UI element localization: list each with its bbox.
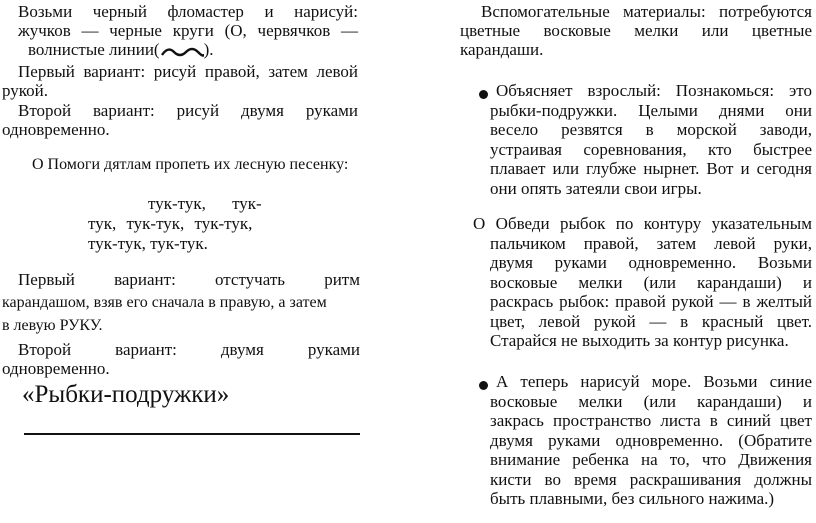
paragraph-both-hands	[2, 340, 360, 378]
line: рукой.	[2, 81, 49, 100]
section-title: «Рыбки-подружки»	[22, 381, 230, 408]
line: они опять затеяли свои игры.	[490, 178, 702, 198]
line: Первый вариант: отстучать ритм	[18, 270, 360, 289]
line: восковые мелки (или карандаши) и	[490, 391, 812, 411]
line-text: ).	[203, 40, 214, 59]
line: Возьми черный фломастер и нарисуй:	[18, 2, 358, 21]
line: рыбки-подружки. Целыми днями они	[490, 100, 812, 120]
line: пальчиком правой, затем левой руки,	[490, 233, 812, 253]
line: весело резвятся в морской заводи,	[490, 120, 812, 139]
line: Второй вариант: рисуй двумя руками	[18, 101, 358, 120]
line: двумя руками одновременно. Возьми	[490, 253, 812, 272]
line: Вспомогательные материалы: потребуются	[481, 2, 812, 21]
divider-line	[24, 433, 360, 435]
line: двумя руками одновременно. (Обратите	[490, 430, 812, 450]
bullet-item-explanation	[490, 81, 812, 198]
line: Второй вариант: двумя руками	[18, 340, 360, 359]
paragraph-trace-fish	[473, 214, 812, 351]
bullet-item-draw-sea	[490, 372, 812, 509]
line: цветные восковые мелки или цветные	[460, 21, 812, 40]
line: А теперь нарисуй море. Возьми синие	[496, 372, 812, 391]
paragraph-tap-rhythm	[2, 268, 360, 337]
paragraph-second-variant	[2, 101, 358, 139]
line: внимание ребенка на то, что Движения	[490, 450, 812, 469]
paragraph-help-woodpeckers	[32, 155, 362, 174]
song-line: тук, тук-тук, тук-тук,	[88, 214, 253, 233]
line: одновременно.	[2, 359, 110, 378]
paragraph-draw-instructions	[18, 2, 358, 59]
line: устраивая соревнования, кто быстрее	[490, 139, 812, 159]
paragraph-first-variant	[2, 62, 358, 100]
line: восковые мелки (или карандаши) и	[490, 272, 812, 292]
line	[18, 40, 358, 59]
line: жучков — черные круги (О, червячков —	[18, 21, 358, 40]
line: О Помоги дятлам пропеть их лесную песенку:	[32, 156, 349, 173]
line: одновременно.	[2, 120, 110, 139]
line-text: волнистые линии(	[28, 40, 160, 59]
bullet-dot-icon	[479, 90, 488, 99]
line: О Обведи рыбок по контуру указательным	[473, 214, 812, 233]
song-line: тук-тук, тук-тук.	[88, 234, 208, 253]
line: Старайся не выходить за контур рисунка.	[490, 331, 789, 350]
line: Объясняет взрослый: Познакомься: это	[496, 81, 812, 100]
line: быть плавными, без сильного нажима.)	[490, 489, 775, 508]
wavy-line-icon	[160, 44, 204, 58]
line: закрась пространство листа в синий цвет	[490, 411, 812, 430]
song-line: тук-тук, тук-	[148, 194, 262, 213]
line: раскрась рыбок: правой рукой — в желтый	[490, 292, 812, 311]
line: Первый вариант: рисуй правой, затем левой	[18, 62, 358, 81]
line: карандашом, взяв его сначала в правую, а затем	[2, 294, 327, 311]
bullet-dot-icon	[479, 381, 488, 390]
line: плавает или глубже нырнет. Вот и сегодня	[490, 159, 812, 178]
line: кисти во время раскрашивания должны	[490, 469, 812, 489]
line: в левую РУКУ.	[2, 317, 103, 334]
line: карандаши.	[460, 40, 544, 59]
paragraph-materials	[460, 2, 812, 59]
song-lyrics	[88, 194, 288, 254]
line: цвет, левой рукой — в красный цвет.	[490, 311, 812, 331]
